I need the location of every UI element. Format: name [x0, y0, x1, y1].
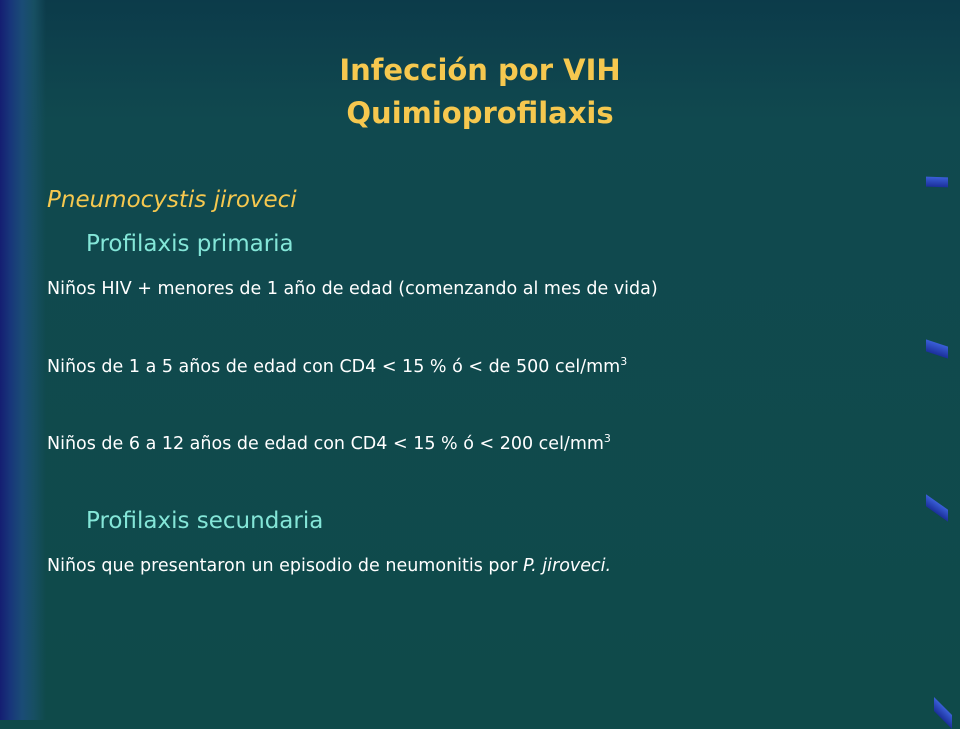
primary-item-3-text: Niños de 6 a 12 años de edad con CD4 < 15 % ó < 200 cel/mm — [47, 434, 604, 454]
secondary-prophylaxis-heading: Profilaxis secundaria — [86, 508, 324, 534]
secondary-item-text: Niños que presentaron un episodio de neumonitis por — [47, 556, 523, 576]
accent-bar-1 — [926, 177, 948, 188]
accent-bar-4 — [934, 697, 952, 729]
primary-item-1-text: Niños HIV + menores de 1 año de edad (comenzando al mes de vida) — [47, 279, 658, 299]
primary-item-3 — [47, 432, 611, 454]
accent-bar-3 — [926, 494, 948, 521]
accent-bar-2 — [926, 339, 948, 358]
primary-item-2-text: Niños de 1 a 5 años de edad con CD4 < 15 % ó < de 500 cel/mm — [47, 357, 621, 377]
primary-prophylaxis-heading: Profilaxis primaria — [86, 231, 294, 257]
primary-item-2-superscript: 3 — [620, 355, 628, 368]
slide-title-line1: Infección por VIH — [339, 53, 621, 87]
species-heading: Pneumocystis jiroveci — [47, 187, 297, 213]
secondary-item-species: P. jiroveci. — [523, 556, 612, 576]
primary-item-1 — [47, 279, 658, 299]
secondary-item — [47, 556, 611, 576]
slide-title-line2: Quimioprofilaxis — [346, 96, 614, 130]
primary-item-2 — [47, 355, 627, 377]
primary-item-3-superscript: 3 — [603, 432, 611, 445]
